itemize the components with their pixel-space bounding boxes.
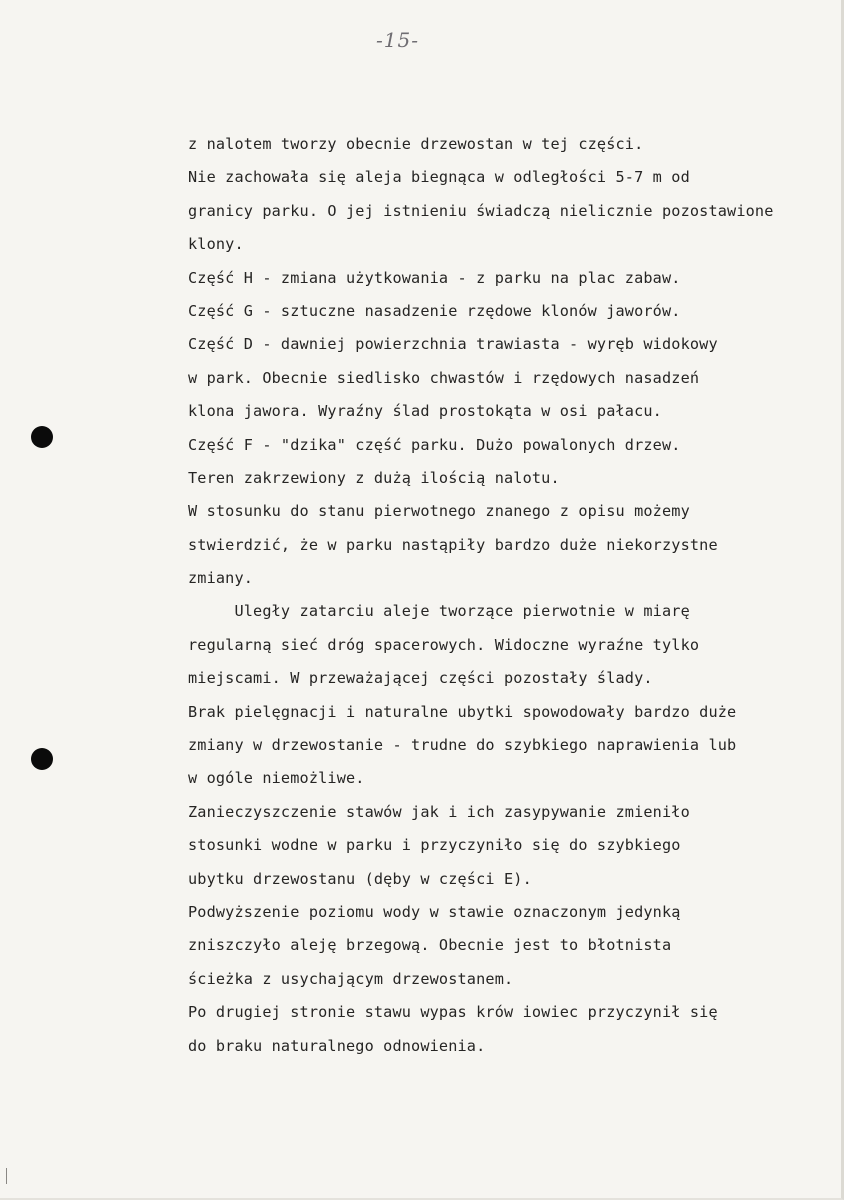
text-line: Po drugiej stronie stawu wypas krów iowiec przyczynił się (188, 1003, 718, 1022)
text-line: Teren zakrzewiony z dużą ilością nalotu. (188, 468, 560, 487)
punch-hole-top (31, 426, 53, 448)
text-line: klony. (188, 235, 244, 254)
text-line: Nie zachowała się aleja biegnąca w odległości 5-7 m od (188, 168, 690, 187)
text-line: zmiany. (188, 569, 254, 588)
text-line: ścieżka z usychającym drzewostanem. (188, 969, 514, 988)
margin-mark (6, 1168, 7, 1184)
text-line: Część F - "dzika" część parku. Dużo powalonych drzew. (188, 435, 681, 454)
text-line: w ogóle niemożliwe. (188, 769, 365, 788)
text-line: zmiany w drzewostanie - trudne do szybkiego naprawienia lub (188, 736, 737, 755)
text-line: ubytku drzewostanu (dęby w części E). (188, 869, 532, 888)
text-line: regularną sieć dróg spacerowych. Widoczne wyraźne tylko (188, 635, 700, 654)
punch-hole-bottom (31, 748, 53, 770)
text-line: stosunki wodne w parku i przyczyniło się do szybkiego (188, 836, 681, 855)
text-line: miejscami. W przeważającej części pozostały ślady. (188, 669, 653, 688)
text-line: Część D - dawniej powierzchnia trawiasta - wyręb widokowy (188, 335, 718, 354)
text-line: z nalotem tworzy obecnie drzewostan w tej części. (188, 135, 644, 153)
text-line: Zanieczyszczenie stawów jak i ich zasypywanie zmieniło (188, 802, 690, 821)
text-line: do braku naturalnego odnowienia. (188, 1036, 486, 1055)
text-line: Część H - zmiana użytkowania - z parku na plac zabaw. (188, 268, 681, 287)
text-line: granicy parku. O jej istnieniu świadczą nielicznie pozostawione (188, 201, 774, 220)
text-line: Podwyższenie poziomu wody w stawie oznaczonym jedynką (188, 902, 681, 921)
text-line: W stosunku do stanu pierwotnego znanego z opisu możemy (188, 502, 690, 521)
typed-text-body (188, 128, 828, 1063)
text-line: Brak pielęgnacji i naturalne ubytki spowodowały bardzo duże (188, 702, 737, 721)
text-line: Część G - sztuczne nasadzenie rzędowe klonów jaworów. (188, 301, 681, 320)
text-line: stwierdzić, że w parku nastąpiły bardzo duże niekorzystne (188, 535, 718, 554)
page-number: -15- (376, 28, 419, 52)
text-line: Uległy zatarciu aleje tworzące pierwotnie w miarę (188, 602, 690, 621)
text-line: w park. Obecnie siedlisko chwastów i rzędowych nasadzeń (188, 368, 700, 387)
text-line: zniszczyło aleję brzegową. Obecnie jest to błotnista (188, 936, 672, 955)
text-line: klona jawora. Wyraźny ślad prostokąta w osi pałacu. (188, 402, 662, 421)
